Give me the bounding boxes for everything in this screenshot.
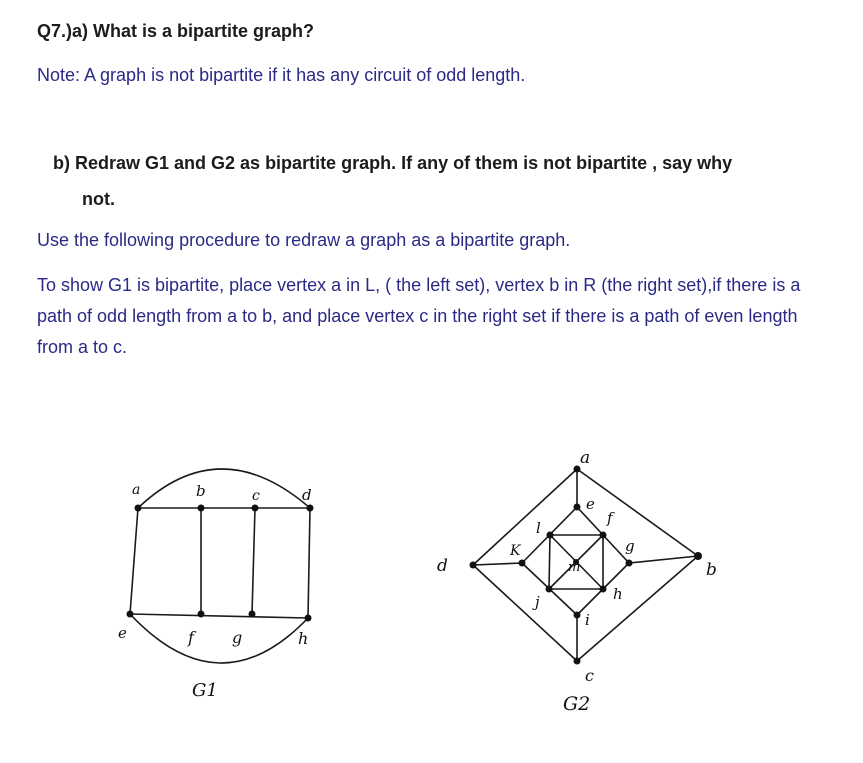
question-b-line2: not. bbox=[82, 189, 115, 209]
g1-top-arc bbox=[138, 469, 310, 508]
g1-vertex-f bbox=[198, 611, 205, 618]
g1-vertex-b bbox=[198, 505, 205, 512]
g2-edge-c-b bbox=[577, 556, 698, 661]
g1-edge-e-h bbox=[130, 614, 308, 618]
g2-label-j: j bbox=[535, 593, 540, 611]
procedure-text: Use the following procedure to redraw a graph as a bipartite graph. bbox=[37, 230, 571, 250]
note-text: Note: A graph is not bipartite if it has any circuit of odd length. bbox=[37, 65, 526, 85]
g2-label-c: c bbox=[585, 666, 594, 685]
g2-vertex-g bbox=[626, 560, 633, 567]
g1-label-e: e bbox=[118, 624, 127, 642]
g2-vertex-b bbox=[694, 552, 702, 560]
g2-vertex-i bbox=[574, 612, 581, 619]
g2-label-a: a bbox=[580, 448, 591, 468]
g1-vertex-e bbox=[127, 611, 134, 618]
question-a-title: Q7.)a) What is a bipartite graph? bbox=[37, 21, 315, 41]
g2-vertex-k bbox=[519, 560, 526, 567]
g1-label-d: d bbox=[302, 486, 312, 504]
g2-vertex-l bbox=[547, 532, 554, 539]
g2-label-f: f bbox=[607, 509, 613, 527]
g2-edge-d-k bbox=[473, 563, 522, 565]
g2-label-b: b bbox=[706, 560, 717, 580]
graph-g1 bbox=[110, 460, 330, 710]
g1-caption: G1 bbox=[192, 680, 218, 701]
g2-label-g: g bbox=[625, 537, 635, 555]
g2-label-k: K bbox=[510, 543, 521, 559]
instruction-text: To show G1 is bipartite, place vertex a in L, ( the left set), vertex b in R (the right set),if there is a path of odd length from a to b, and place vertex c in the right set if there is a path of even length from a to c. bbox=[37, 275, 801, 357]
g2-label-h: h bbox=[613, 585, 623, 603]
g2-label-m: m bbox=[568, 560, 581, 575]
g2-edge-a-d bbox=[473, 469, 577, 565]
g1-vertex-h bbox=[305, 615, 312, 622]
g1-vertex-g bbox=[249, 611, 256, 618]
g2-label-i: i bbox=[585, 611, 590, 629]
g1-bottom-arc bbox=[130, 614, 308, 663]
question-b-line1: b) Redraw G1 and G2 as bipartite graph. If any of them is not bipartite , say why bbox=[53, 153, 733, 173]
g1-edge-c-g bbox=[252, 508, 255, 614]
g2-vertex-h bbox=[600, 586, 607, 593]
g1-vertex-a bbox=[135, 505, 142, 512]
g1-vertex-d bbox=[307, 505, 314, 512]
g2-vertex-f bbox=[600, 532, 607, 539]
g1-label-c: c bbox=[252, 488, 260, 504]
g2-label-e: e bbox=[586, 495, 595, 513]
g1-edge-d-h bbox=[308, 508, 310, 618]
g1-label-g: g bbox=[232, 628, 243, 647]
g1-label-h: h bbox=[298, 629, 309, 648]
graph-g2 bbox=[425, 435, 735, 735]
g1-label-b: b bbox=[196, 482, 206, 500]
g2-edge-l-j bbox=[549, 535, 550, 589]
g2-edge-g-b bbox=[629, 556, 698, 563]
g2-vertex-e bbox=[574, 504, 581, 511]
g1-vertex-c bbox=[252, 505, 259, 512]
g2-label-d: d bbox=[437, 556, 448, 576]
g2-vertex-c bbox=[574, 658, 581, 665]
g1-edge-a-e bbox=[130, 508, 138, 614]
g2-caption: G2 bbox=[563, 693, 591, 715]
g1-label-f: f bbox=[188, 628, 194, 647]
g1-label-a: a bbox=[132, 482, 141, 498]
g2-vertex-d bbox=[470, 562, 477, 569]
g2-edge-d-c bbox=[473, 565, 577, 661]
g2-vertex-j bbox=[546, 586, 553, 593]
g2-label-l: l bbox=[536, 519, 541, 537]
